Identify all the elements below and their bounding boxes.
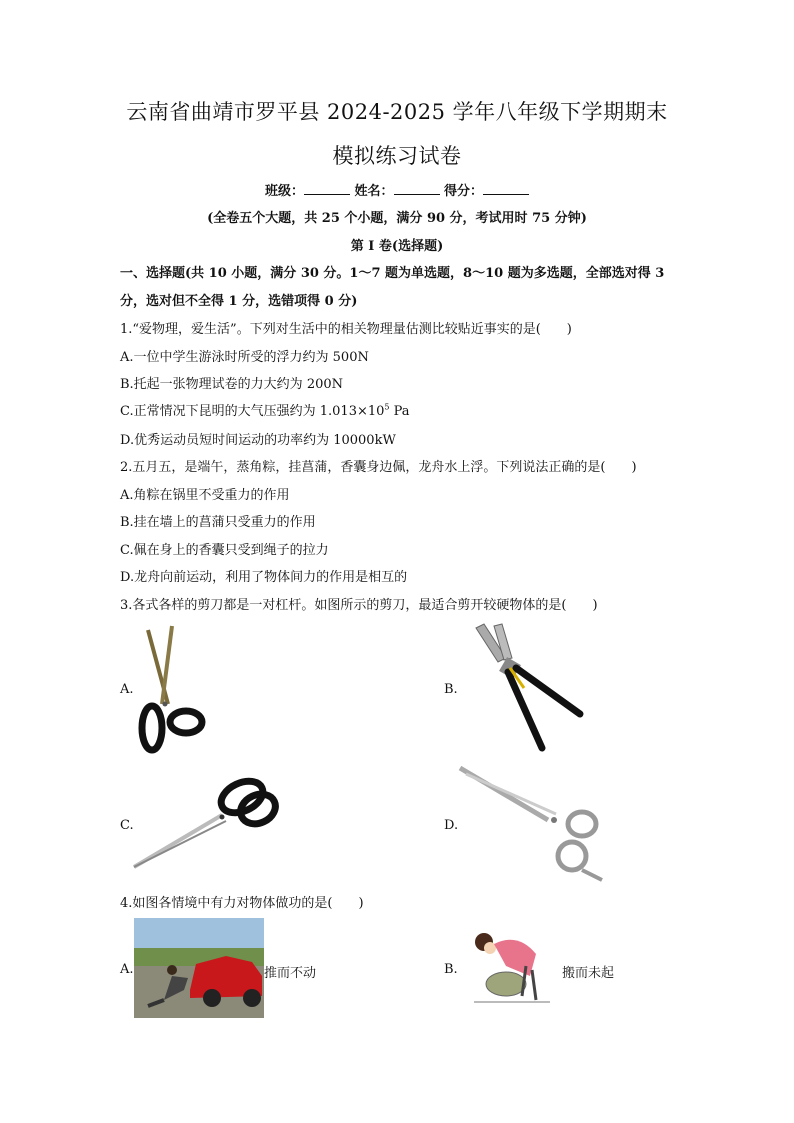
q4-caption-b: 搬而未起 xyxy=(562,966,615,981)
scissors-b-image xyxy=(468,622,588,754)
q2-option-a: A.角粽在锅里不受重力的作用 xyxy=(120,488,290,503)
q4-stem: 4.如图各情境中有力对物体做功的是( ) xyxy=(120,896,364,911)
q1-option-c-text: C.正常情况下昆明的大气压强约为 1.013×10 xyxy=(120,404,385,419)
q4-caption-a: 推而不动 xyxy=(264,966,317,981)
name-label: 姓名： xyxy=(354,184,394,199)
section1-line2: 分，选对但不全得 1 分，选错项得 0 分) xyxy=(120,294,358,309)
exam-note: (全卷五个大题，共 25 个小题，满分 90 分，考试用时 75 分钟) xyxy=(207,211,587,226)
q1-option-d: D.优秀运动员短时间运动的功率约为 10000kW xyxy=(120,433,396,448)
scissors-d-image xyxy=(456,764,612,884)
q3-label-d: D. xyxy=(444,818,459,833)
push-car-image xyxy=(134,918,264,1018)
lift-rock-image xyxy=(470,926,552,1006)
class-label: 班级： xyxy=(264,184,304,199)
scissors-c-image xyxy=(130,775,284,871)
section1-line1: 一、选择题(共 10 小题，满分 30 分。1～7 题为单选题，8～10 题为多选题，全部选对得 3 xyxy=(120,266,665,281)
q3-label-c: C. xyxy=(120,818,134,833)
q1-option-b: B.托起一张物理试卷的力大约为 200N xyxy=(120,377,344,392)
scissors-a-image xyxy=(134,622,214,754)
q2-option-b: B.挂在墙上的菖蒲只受重力的作用 xyxy=(120,515,316,530)
q3-label-a: A. xyxy=(120,682,134,697)
student-info-line xyxy=(0,180,794,199)
score-label: 得分： xyxy=(444,184,484,199)
page-title: 云南省曲靖市罗平县 2024-2025 学年八年级下学期期末 xyxy=(126,100,668,124)
q2-option-c: C.佩在身上的香囊只受到绳子的拉力 xyxy=(120,543,329,558)
q1-option-c xyxy=(120,400,410,419)
q4-label-a: A. xyxy=(120,962,134,977)
page-subtitle: 模拟练习试卷 xyxy=(332,144,462,168)
name-blank xyxy=(394,182,440,195)
q1-option-a: A.一位中学生游泳时所受的浮力约为 500N xyxy=(120,350,369,365)
q1-option-c-exponent: 5 xyxy=(384,402,390,412)
q1-stem: 1.“爱物理，爱生活”。下列对生活中的相关物理量估测比较贴近事实的是( ) xyxy=(120,322,572,337)
q3-label-b: B. xyxy=(444,682,458,697)
score-blank xyxy=(483,182,529,195)
q3-stem: 3.各式各样的剪刀都是一对杠杆。如图所示的剪刀，最适合剪开较硬物体的是( ) xyxy=(120,598,598,613)
q4-label-b: B. xyxy=(444,962,458,977)
q2-option-d: D.龙舟向前运动，利用了物体间力的作用是相互的 xyxy=(120,570,408,585)
class-blank xyxy=(304,182,350,195)
q2-stem: 2.五月五，是端午，蒸角粽，挂菖蒲，香囊身边佩，龙舟水上浮。下列说法正确的是( ) xyxy=(120,460,637,475)
volume-title: 第 I 卷(选择题) xyxy=(350,239,444,254)
q1-option-c-unit: Pa xyxy=(389,404,410,419)
